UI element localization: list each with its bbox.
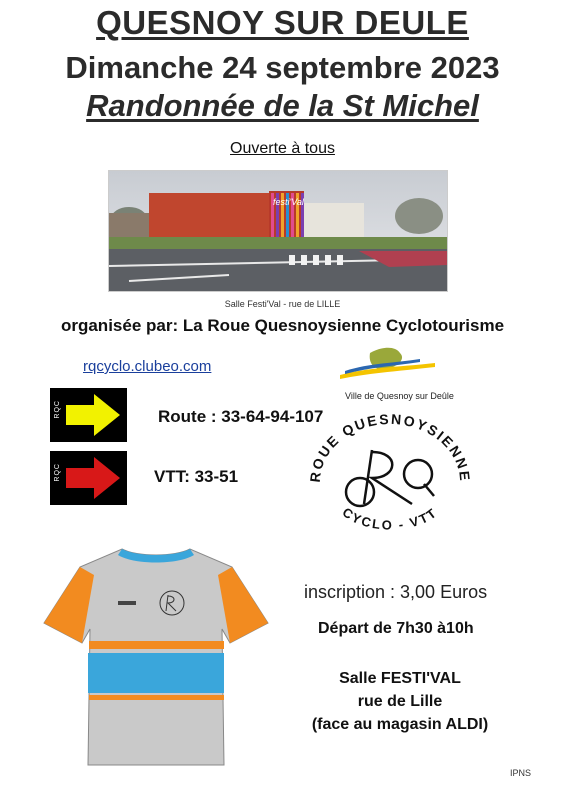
route-text: Route : 33-64-94-107 (158, 407, 324, 426)
route-sign (50, 388, 127, 442)
venue-photo (108, 170, 448, 292)
open-to-all: Ouverte à tous (230, 140, 335, 157)
club-logo (300, 412, 480, 547)
ipns-mark: IPNS (510, 768, 532, 778)
sign-label: RQC (54, 400, 61, 419)
club-jersey-image (42, 543, 270, 768)
photo-caption: Salle Festi'Val - rue de LILLE (224, 299, 341, 309)
sign-label: RQC (54, 463, 61, 482)
arrow-right-icon (66, 457, 120, 499)
town-logo-caption: Ville de Quesnoy sur Deûle (345, 391, 454, 401)
meeting-place (305, 667, 495, 736)
event-title: Randonnée de la St Michel (86, 88, 479, 123)
svg-text:CYCLO - VTT (340, 504, 441, 532)
place-line: rue de Lille (357, 693, 443, 710)
inscription-fee: inscription : 3,00 Euros (304, 582, 488, 602)
building-sign: festi'Val (273, 197, 304, 207)
vtt-text: VTT: 33-51 (154, 467, 239, 486)
club-logo-bottom: CYCLO - VTT (339, 504, 441, 533)
place-line: (face au magasin ALDI) (311, 716, 489, 733)
place-line: Salle FESTI'VAL (339, 670, 461, 687)
event-date: Dimanche 24 septembre 2023 (65, 50, 500, 85)
arrow-right-icon (66, 394, 120, 436)
town-title: QUESNOY SUR DEULE (96, 4, 469, 41)
organizer-line: organisée par: La Roue Quesnoysienne Cyclotourisme (60, 316, 505, 335)
vtt-sign (50, 451, 127, 505)
club-logo-top: ROUE QUESNOYSIENNE (306, 412, 474, 484)
town-logo (340, 345, 435, 385)
start-time: Départ de 7h30 à10h (318, 620, 474, 637)
website-link[interactable]: rqcyclo.clubeo.com (83, 358, 212, 375)
